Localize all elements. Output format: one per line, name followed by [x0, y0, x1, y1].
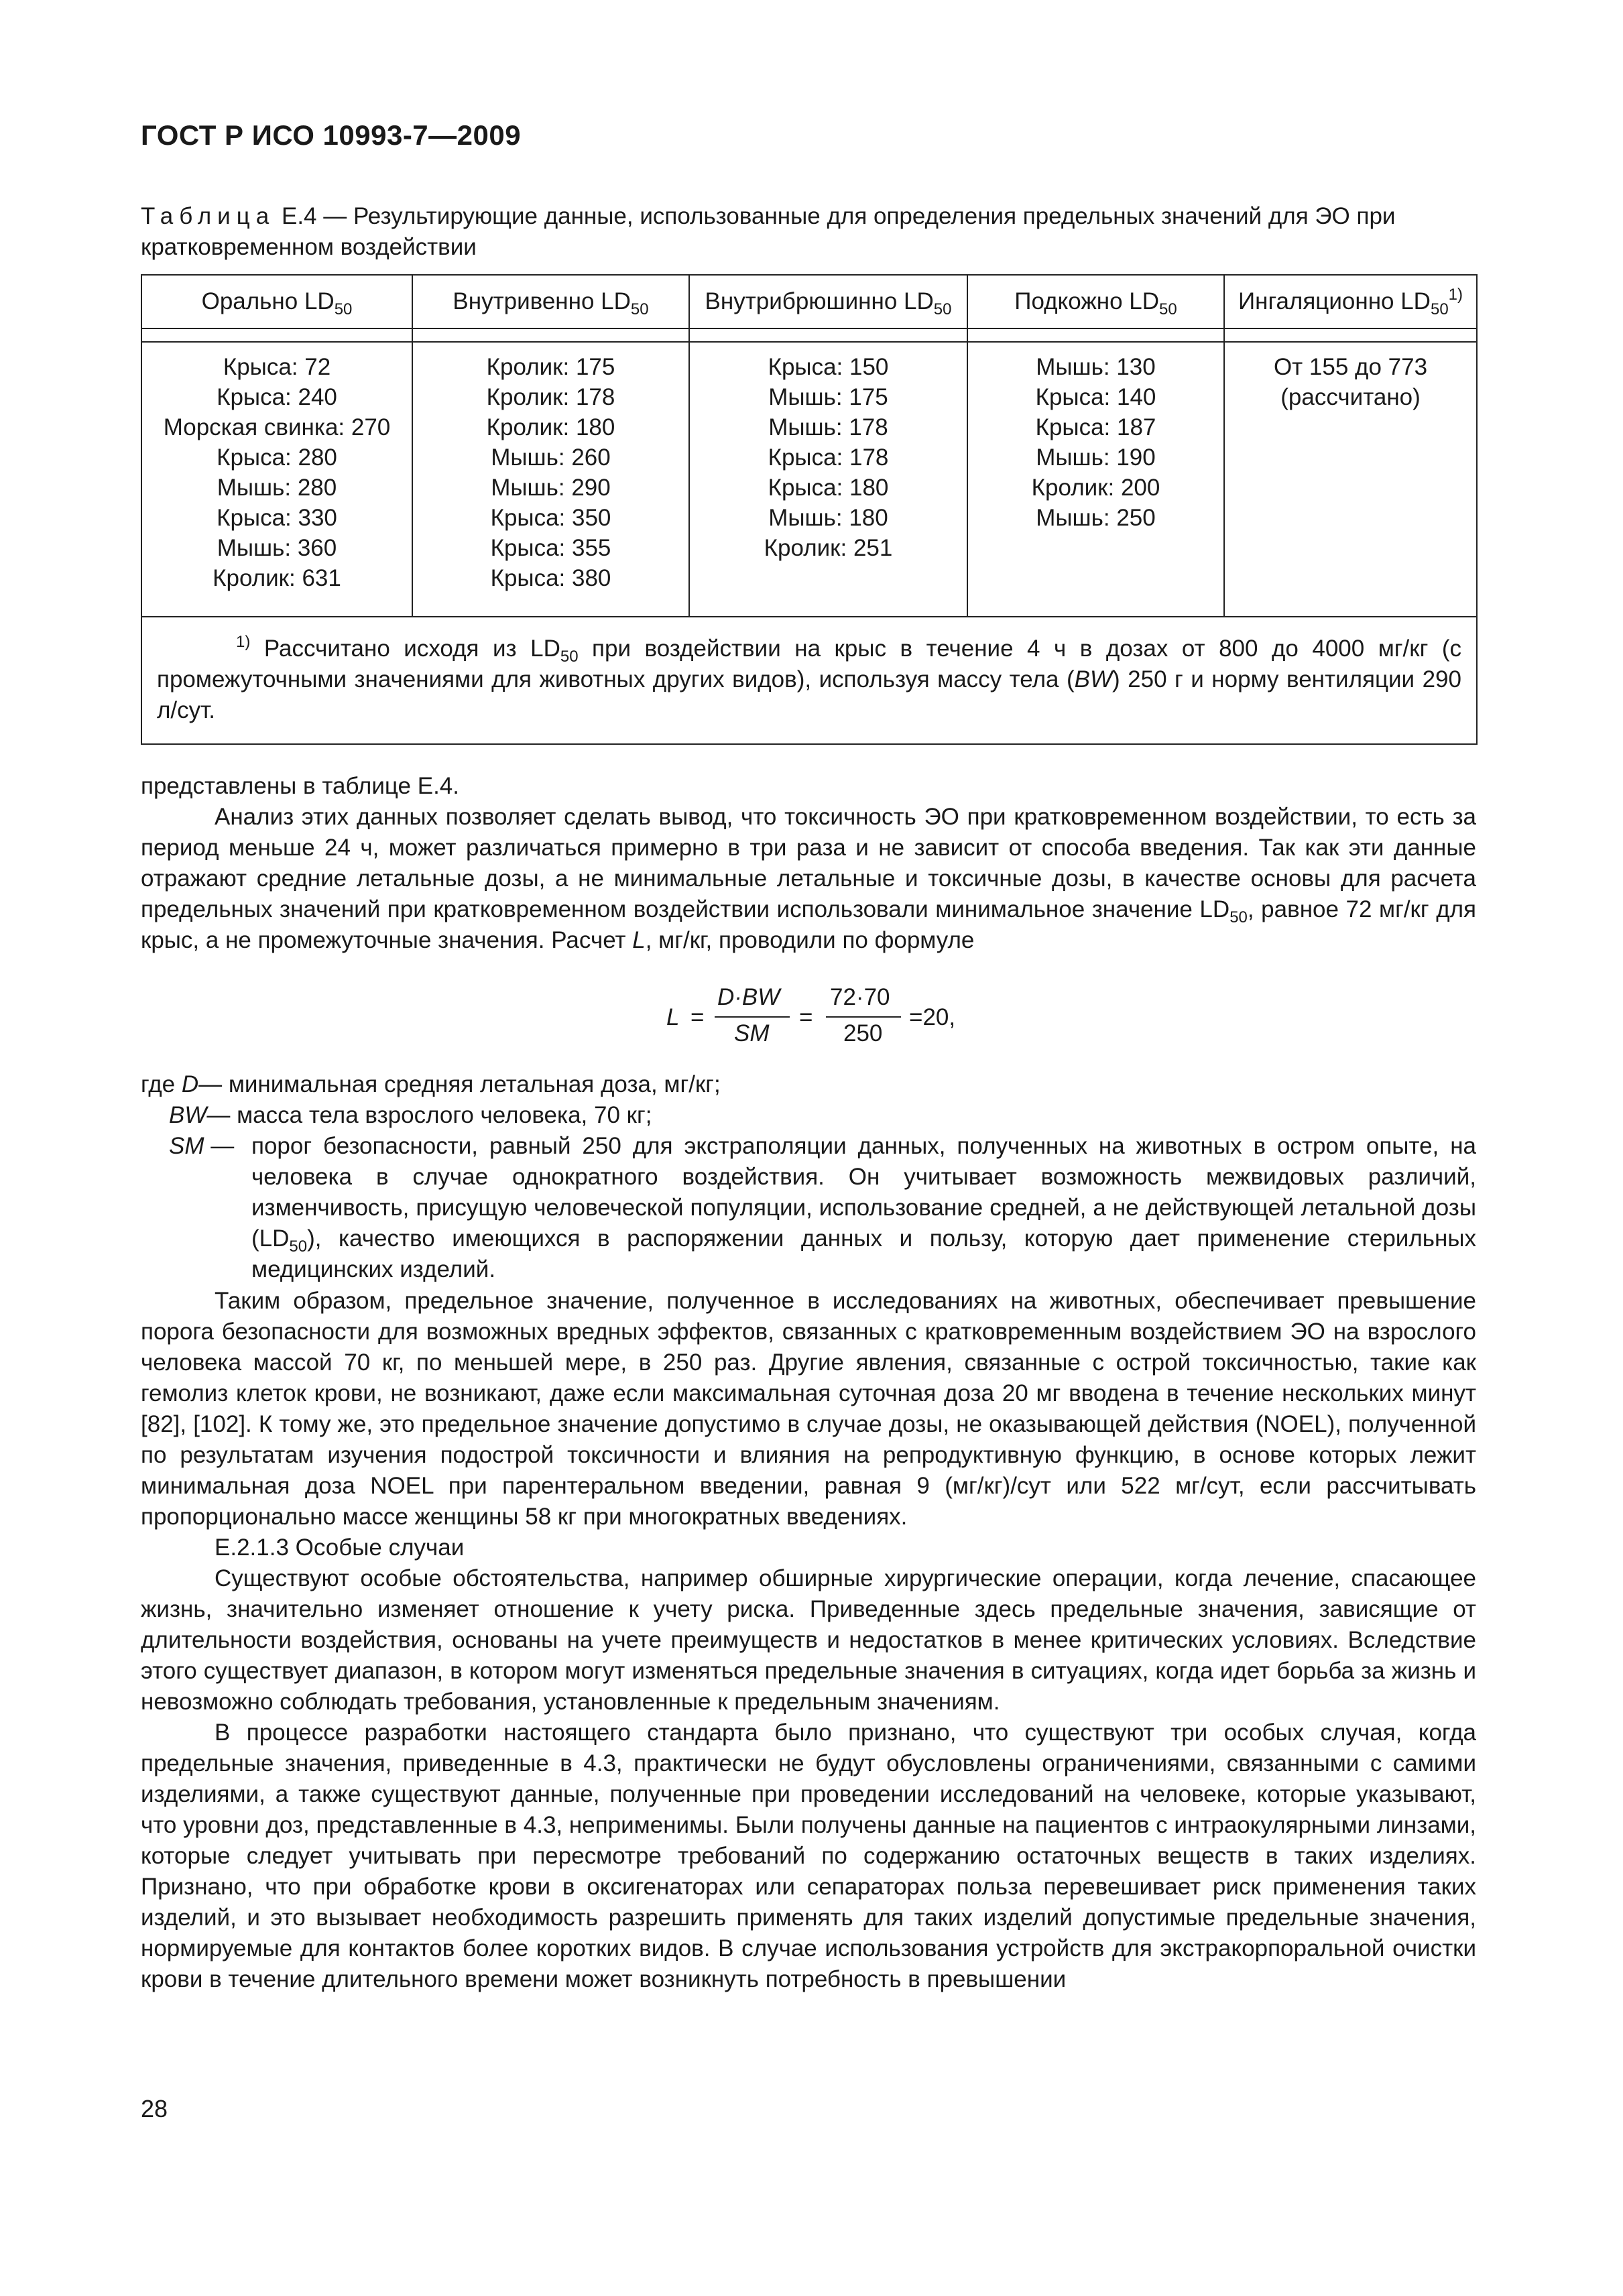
formula: L = D·BW SM = 72·70 250 =20, [666, 984, 956, 1046]
footnote-mark: 1) [236, 633, 251, 651]
paragraph: Анализ этих данных позволяет сделать вывод, что токсичность ЭО при кратковременном воздействии, то есть за период меньше 24 ч, может различаться примерно в три раза и не зависит от способа введения. Так как эти данные отражают средние летальные дозы, а не минимальные летальные и токсичные дозы, в качестве основы для расчета предельных значений при кратковременном воздействии использовали минимальное значение $LD_{50}$, равное 72 мг/кг для крыс, а не промежуточные значения. Расчет L, мг/кг, проводили по формуле [141, 804, 1476, 953]
list-item: Крыса: 355 [490, 535, 611, 561]
caption-label: Таблица [141, 203, 276, 229]
list-item: Мышь: 360 [217, 535, 337, 561]
list-item: Мышь: 260 [491, 444, 611, 471]
table-gap-row [141, 328, 1477, 342]
def-d: где D— минимальная средняя летальная доза, мг/кг; [141, 1071, 721, 1097]
formula-num2: 72·70 [830, 984, 890, 1010]
caption-text: — Результирующие данные, использованные для определения предельных значений для ЭО при кратковременном воздействии [141, 203, 1396, 260]
table-footnote-row [141, 617, 1477, 744]
cell-oral [141, 342, 412, 617]
col-header-inhalation: Ингаляционно $LD_{50}^{1)}$ [1224, 275, 1477, 328]
list-item: Крыса: 150 [768, 354, 889, 380]
caption-number: Е.4 [281, 203, 317, 229]
list-item: Мышь: 190 [1036, 444, 1156, 471]
list-item: Мышь: 130 [1036, 354, 1156, 380]
list-item: Крыса: 178 [768, 444, 889, 471]
list-item: Крыса: 330 [217, 505, 337, 531]
list-item: Морская свинка: 270 [163, 414, 391, 440]
list-item: От 155 до 773 [1273, 354, 1428, 380]
list-item: Мышь: 180 [768, 505, 888, 531]
document-header: ГОСТ Р ИСО 10993-7—2009 [141, 119, 522, 151]
cell-intravenous [412, 342, 689, 617]
list-item: (рассчитано) [1280, 384, 1421, 410]
body-main [141, 1286, 1476, 1995]
formula-L: L [666, 1004, 680, 1030]
paragraph: В процессе разработки настоящего стандарта было признано, что существуют три особых случая, когда предельные значения, приведенные в 4.3, практически не будут обусловлены ограничениями, связанными с самими изделиями, а также существуют данные, полученные при проведении исследований на человеке, которые указывают, что уровни доз, представленные в 4.3, неприменимы. Были получены данные на пациентов с интраокулярными линзами, которые следует учитывать при пересмотре требований по содержанию остаточных веществ в таких изделиях. Признано, что при обработке крови в оксигенаторах или сепараторах польза перевешивает риск применения таких изделий, и это вызывает необходимость разрешить применять для таких изделий допустимые предельные значения, нормируемые для контактов более коротких видов. В случае использования устройств для экстракорпоральной очистки крови в течение длительного времени может возникнуть потребность в превышении [141, 1719, 1476, 1992]
cell-intraperitoneal [689, 342, 967, 617]
col-header-oral: Орально $LD_{50}$ [141, 275, 412, 328]
col-header-subcutaneous: Подкожно $LD_{50}$ [967, 275, 1224, 328]
list-item: Кролик: 175 [486, 354, 615, 380]
col-header-intravenous: Внутривенно $LD_{50}$ [412, 275, 689, 328]
list-item: Крыса: 72 [223, 354, 331, 380]
list-item: Мышь: 178 [768, 414, 888, 440]
list-item: Крыса: 350 [490, 505, 611, 531]
col-header-intraperitoneal: Внутрибрюшинно $LD_{50}$ [689, 275, 967, 328]
list-item: Кролик: 200 [1031, 475, 1160, 501]
list-item: Крыса: 280 [217, 444, 337, 471]
list-item: Крыса: 187 [1035, 414, 1156, 440]
cell-subcutaneous [967, 342, 1224, 617]
list-item: Кролик: 178 [486, 384, 615, 410]
list-item: Крыса: 240 [217, 384, 337, 410]
table-header-row [141, 275, 1477, 328]
paragraph: Существуют особые обстоятельства, например обширные хирургические операции, когда лечение, спасающее жизнь, значительно изменяет отношение к учету риска. Приведенные здесь предельные значения, зависящие от длительности воздействия, основаны на учете преимуществ и недостатков в менее критических условиях. Вследствие этого существует диапазон, в котором могут изменяться предельные значения в ситуациях, когда идет борьба за жизнь и невозможно соблюдать требования, установленные к предельным значениям. [141, 1565, 1476, 1715]
list-item: Кролик: 180 [486, 414, 615, 440]
paragraph: Таким образом, предельное значение, полученное в исследованиях на животных, обеспечивает превышение порога безопасности для возможных вредных эффектов, связанных с кратковременным воздействием ЭО на взрослого человека массой 70 кг, по меньшей мере, в 250 раз. Другие явления, связанные с острой токсичностью, такие как гемолиз клеток крови, не возникают, даже если максимальная суточная доза 20 мг вводена в течение нескольких минут [82], [102]. К тому же, это предельное значение допустимо в случае дозы, не оказывающей действия (NOEL), полученной по результатам изучения подострой токсичности и влияния на репродуктивную функцию, в основе которых лежит минимальная доза NOEL при парентеральном введении, равная 9 (мг/кг)/сут или 522 мг/сут, если рассчитывать пропорционально массе женщины 58 кг при многократных введениях. [141, 1288, 1476, 1530]
formula-den1: SM [734, 1020, 770, 1046]
def-sm: SM — порог безопасности, равный 250 для экстраполяции данных, полученных на животных в остром опыте, на человека в случае однократного воздействия. Он учитывает возможность межвидовых различий, изменчивость, присущую человеческой популяции, использование средней, а не действующей летальной дозы $(LD_{50})$, качество имеющихся в распоряжении данных и пользу, которую дает применение стерильных медицинских изделий. [169, 1133, 1476, 1282]
list-item: Мышь: 280 [217, 475, 337, 501]
list-item: Кролик: 631 [213, 565, 341, 591]
variable-definitions [141, 1069, 1476, 1285]
table-caption [141, 201, 1476, 263]
paragraph: представлены в таблице Е.4. [141, 773, 459, 799]
list-item: Мышь: 175 [768, 384, 888, 410]
list-item: Мышь: 290 [491, 475, 611, 501]
list-item: Кролик: 251 [764, 535, 893, 561]
list-item: Крыса: 380 [490, 565, 611, 591]
formula-result: =20, [909, 1004, 956, 1030]
list-item: Крыса: 140 [1035, 384, 1156, 410]
def-bw: BW— масса тела взрослого человека, 70 кг; [169, 1102, 652, 1128]
cell-inhalation [1224, 342, 1477, 617]
body-intro [141, 771, 1476, 956]
table-data-row [141, 342, 1477, 617]
section-heading: Е.2.1.3 Особые случаи [215, 1534, 465, 1561]
list-item: Мышь: 250 [1036, 505, 1156, 531]
ld50-table [141, 274, 1478, 745]
page-number: 28 [141, 2095, 168, 2122]
formula-den2: 250 [843, 1020, 883, 1046]
formula-num1: D·BW [717, 984, 780, 1010]
table-footnote: $^{1)}$ Рассчитано исходя из $LD_{50}$ при воздействии на крыс в течение 4 ч в дозах от 800 до 4000 мг/кг (с промежуточными значениями для животных других видов), используя массу тела (BW) 250 г и норму вентиляции 290 л/сут. [141, 617, 1477, 744]
list-item: Крыса: 180 [768, 475, 889, 501]
